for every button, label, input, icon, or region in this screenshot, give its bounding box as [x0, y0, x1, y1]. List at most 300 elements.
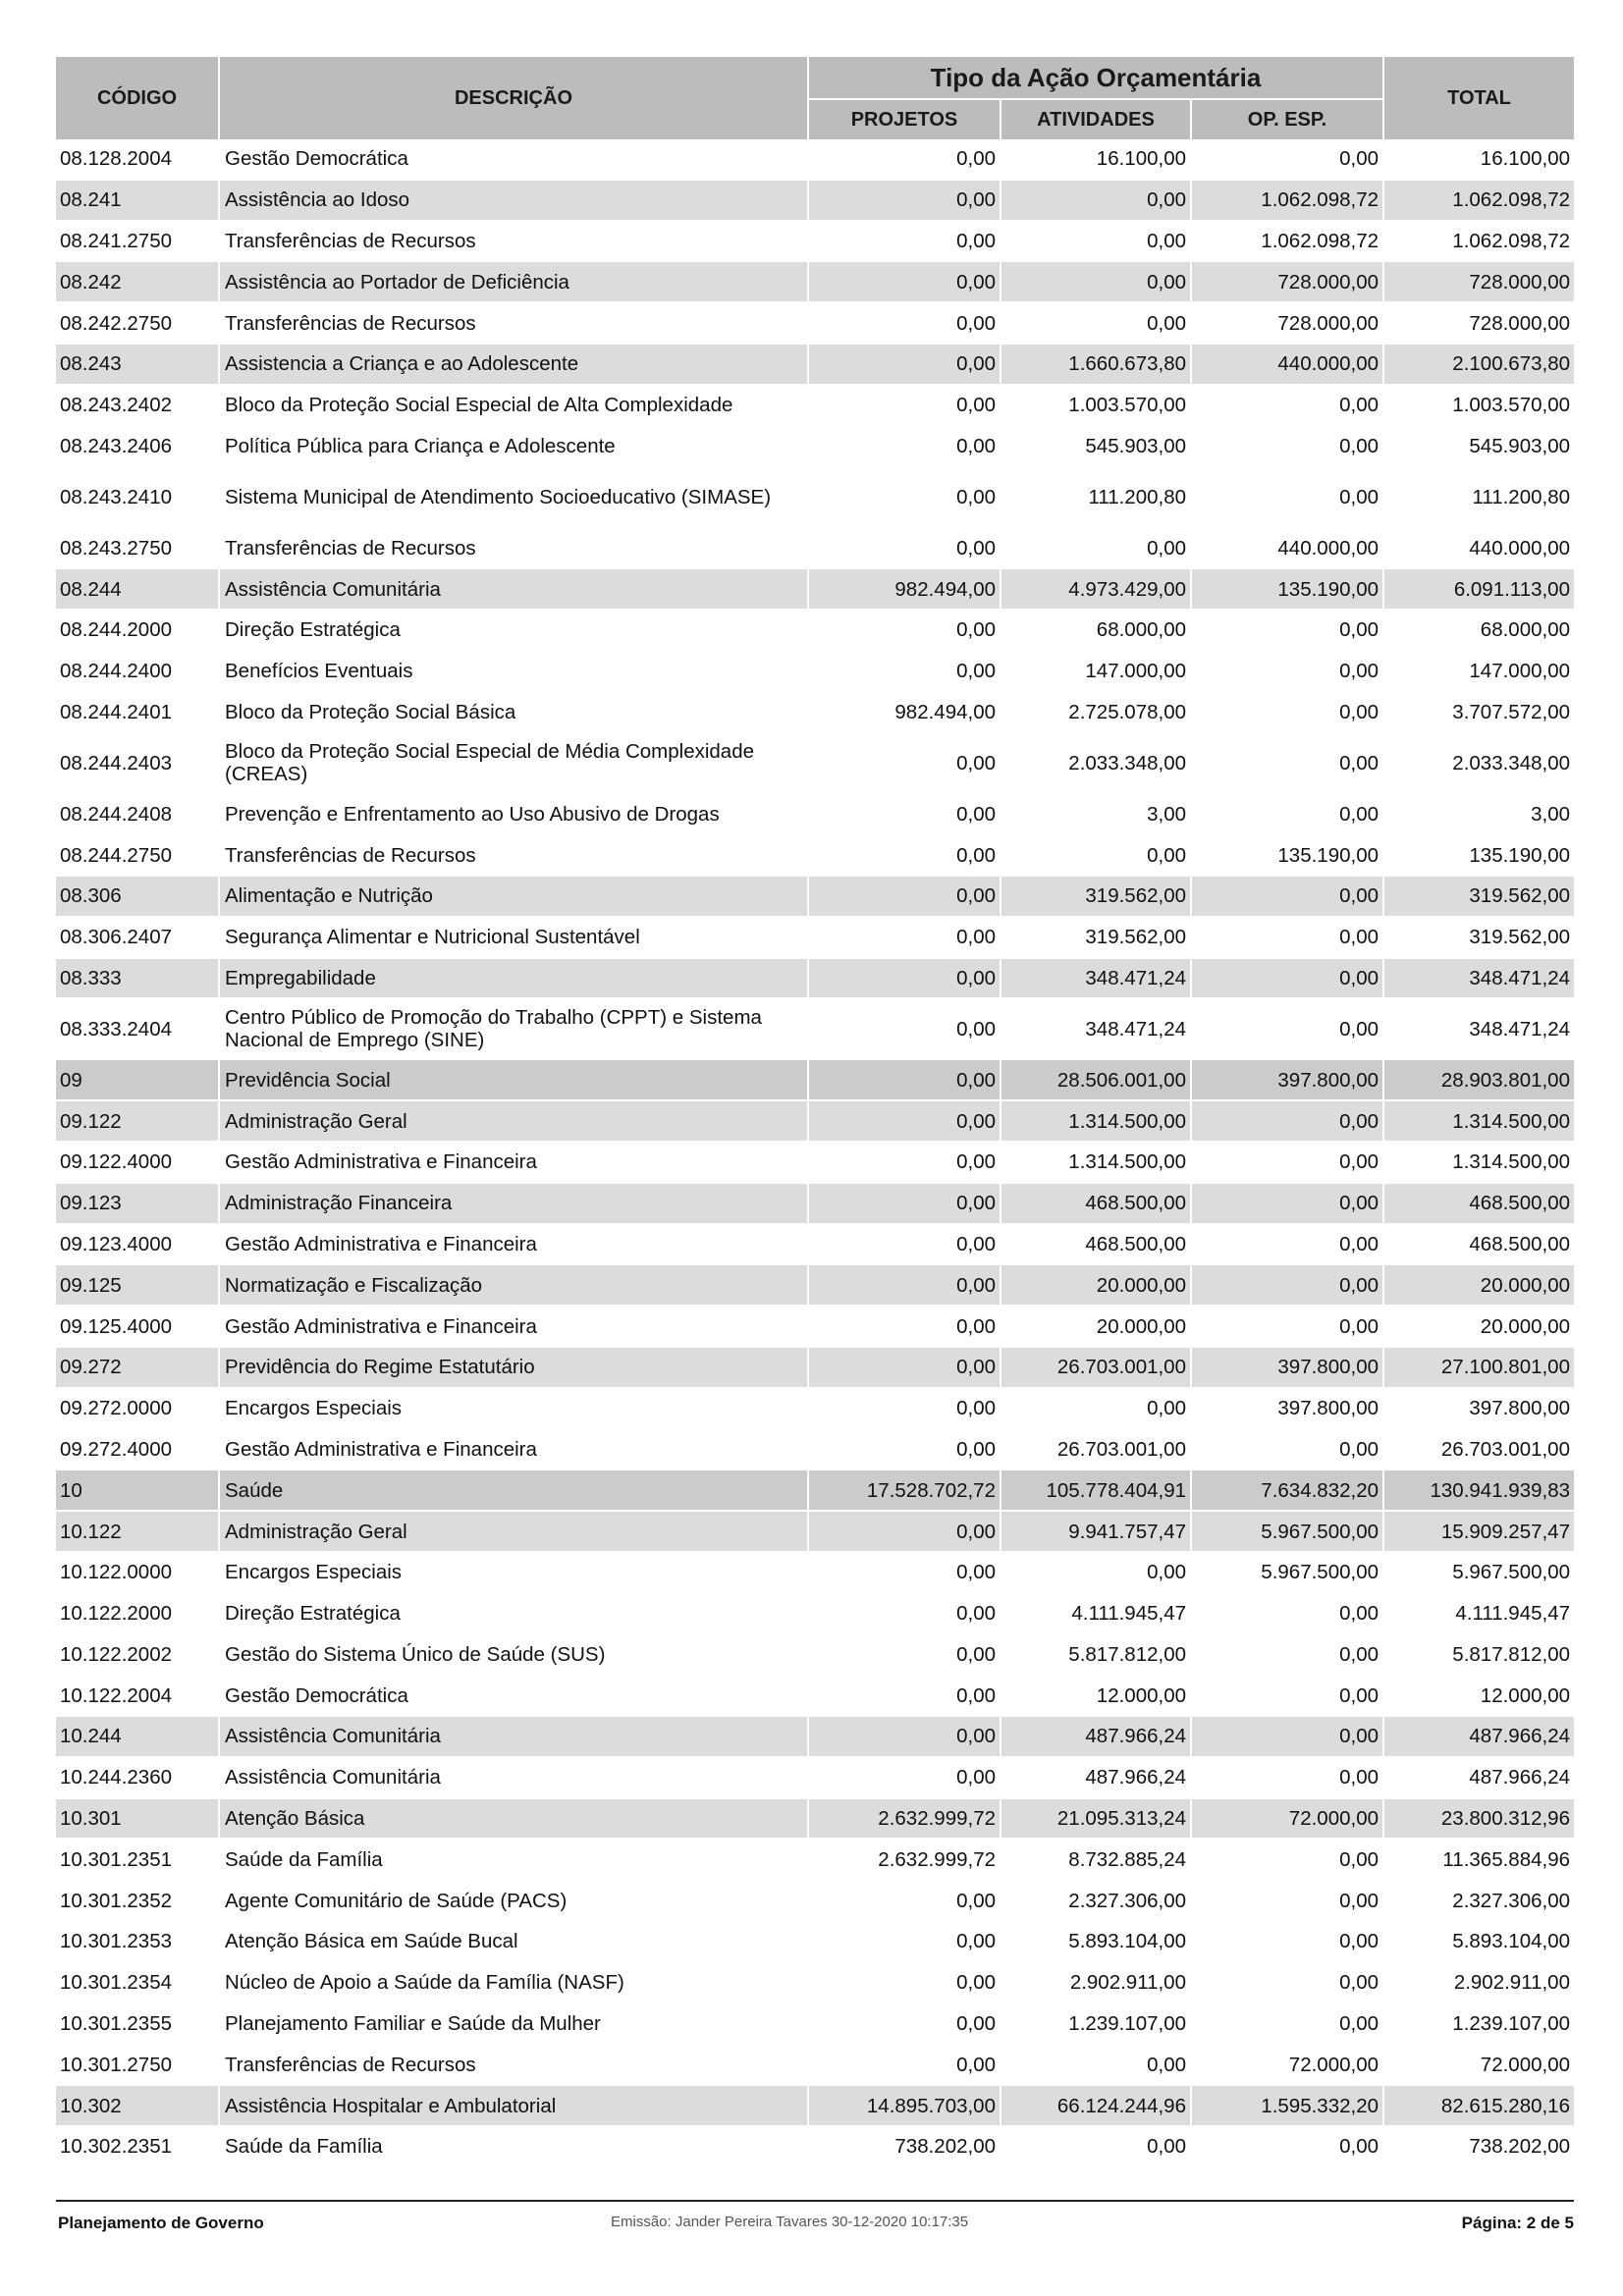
- table-row: [56, 2004, 1574, 2046]
- cell-codigo: 08.244.2000: [56, 611, 218, 652]
- cell-total: 1.314.500,00: [1384, 1101, 1574, 1143]
- table-row: [56, 1594, 1574, 1635]
- cell-descricao: Gestão Democrática: [220, 139, 807, 181]
- cell-atividades: 1.314.500,00: [1001, 1143, 1190, 1184]
- cell-total: 15.909.257,47: [1384, 1512, 1574, 1553]
- cell-codigo: 09.122.4000: [56, 1143, 218, 1184]
- table-row: [56, 1676, 1574, 1717]
- cell-descricao: Assistência Hospitalar e Ambulatorial: [220, 2086, 807, 2127]
- cell-codigo: 10.302.2351: [56, 2127, 218, 2168]
- cell-codigo: 09.123: [56, 1184, 218, 1225]
- table-row: [56, 1389, 1574, 1430]
- cell-op-esp: 0,00: [1192, 1881, 1382, 1922]
- cell-op-esp: 0,00: [1192, 1635, 1382, 1677]
- table-row: [56, 1635, 1574, 1677]
- cell-total: 72.000,00: [1384, 2045, 1574, 2086]
- table-row: [56, 303, 1574, 345]
- cell-atividades: 2.725.078,00: [1001, 693, 1190, 734]
- cell-descricao: Transferências de Recursos: [220, 2045, 807, 2086]
- table-row: [56, 181, 1574, 222]
- cell-projetos: 0,00: [809, 222, 1000, 263]
- table-row: [56, 1963, 1574, 2004]
- header-atividades: ATIVIDADES: [1001, 100, 1190, 139]
- cell-descricao: Gestão Democrática: [220, 1676, 807, 1717]
- cell-atividades: 0,00: [1001, 528, 1190, 569]
- cell-descricao: Saúde da Família: [220, 2127, 807, 2168]
- cell-atividades: 20.000,00: [1001, 1265, 1190, 1307]
- cell-codigo: 10.302: [56, 2086, 218, 2127]
- cell-op-esp: 0,00: [1192, 959, 1382, 1000]
- cell-projetos: 0,00: [809, 999, 1000, 1060]
- cell-descricao: Assistência Comunitária: [220, 1758, 807, 1799]
- cell-descricao: Normatização e Fiscalização: [220, 1265, 807, 1307]
- cell-atividades: 0,00: [1001, 835, 1190, 877]
- cell-descricao: Segurança Alimentar e Nutricional Sustentável: [220, 918, 807, 959]
- cell-total: 28.903.801,00: [1384, 1060, 1574, 1101]
- cell-codigo: 10.301.2355: [56, 2004, 218, 2046]
- cell-atividades: 8.732.885,24: [1001, 1840, 1190, 1881]
- cell-descricao: Assistencia a Criança e ao Adolescente: [220, 345, 807, 386]
- cell-projetos: 0,00: [809, 1758, 1000, 1799]
- table-row: [56, 652, 1574, 693]
- cell-total: 12.000,00: [1384, 1676, 1574, 1717]
- cell-total: 6.091.113,00: [1384, 569, 1574, 611]
- cell-codigo: 08.244.2750: [56, 835, 218, 877]
- cell-atividades: 348.471,24: [1001, 959, 1190, 1000]
- cell-op-esp: 0,00: [1192, 1963, 1382, 2004]
- cell-atividades: 68.000,00: [1001, 611, 1190, 652]
- cell-descricao: Prevenção e Enfrentamento ao Uso Abusivo de Drogas: [220, 794, 807, 835]
- cell-projetos: 0,00: [809, 835, 1000, 877]
- cell-total: 23.800.312,96: [1384, 1799, 1574, 1841]
- cell-projetos: 0,00: [809, 1553, 1000, 1594]
- cell-codigo: 08.128.2004: [56, 139, 218, 181]
- cell-codigo: 10.244.2360: [56, 1758, 218, 1799]
- cell-total: 468.500,00: [1384, 1184, 1574, 1225]
- cell-atividades: 487.966,24: [1001, 1758, 1190, 1799]
- table-row: [56, 835, 1574, 877]
- cell-descricao: Administração Geral: [220, 1512, 807, 1553]
- cell-projetos: 0,00: [809, 959, 1000, 1000]
- cell-projetos: 0,00: [809, 794, 1000, 835]
- cell-atividades: 2.033.348,00: [1001, 733, 1190, 794]
- cell-codigo: 08.333: [56, 959, 218, 1000]
- cell-projetos: 0,00: [809, 1430, 1000, 1471]
- cell-codigo: 10.122: [56, 1512, 218, 1553]
- cell-op-esp: 397.800,00: [1192, 1389, 1382, 1430]
- cell-codigo: 10.301.2352: [56, 1881, 218, 1922]
- cell-atividades: 4.111.945,47: [1001, 1594, 1190, 1635]
- cell-op-esp: 5.967.500,00: [1192, 1553, 1382, 1594]
- cell-total: 2.902.911,00: [1384, 1963, 1574, 2004]
- cell-codigo: 08.242.2750: [56, 303, 218, 345]
- cell-op-esp: 1.595.332,20: [1192, 2086, 1382, 2127]
- cell-op-esp: 0,00: [1192, 1430, 1382, 1471]
- header-group-title: Tipo da Ação Orçamentária: [809, 57, 1382, 98]
- cell-total: 26.703.001,00: [1384, 1430, 1574, 1471]
- cell-op-esp: 0,00: [1192, 733, 1382, 794]
- cell-atividades: 147.000,00: [1001, 652, 1190, 693]
- cell-projetos: 0,00: [809, 2004, 1000, 2046]
- cell-total: 3,00: [1384, 794, 1574, 835]
- cell-projetos: 0,00: [809, 1101, 1000, 1143]
- cell-total: 728.000,00: [1384, 262, 1574, 303]
- cell-op-esp: 0,00: [1192, 386, 1382, 427]
- cell-op-esp: 0,00: [1192, 693, 1382, 734]
- cell-codigo: 08.244.2400: [56, 652, 218, 693]
- cell-atividades: 468.500,00: [1001, 1225, 1190, 1266]
- table-row: [56, 1553, 1574, 1594]
- cell-total: 20.000,00: [1384, 1307, 1574, 1348]
- cell-atividades: 16.100,00: [1001, 139, 1190, 181]
- table-row: [56, 1225, 1574, 1266]
- cell-total: 545.903,00: [1384, 427, 1574, 468]
- cell-atividades: 468.500,00: [1001, 1184, 1190, 1225]
- cell-projetos: 0,00: [809, 386, 1000, 427]
- cell-projetos: 982.494,00: [809, 569, 1000, 611]
- cell-atividades: 26.703.001,00: [1001, 1430, 1190, 1471]
- cell-total: 1.062.098,72: [1384, 181, 1574, 222]
- cell-atividades: 66.124.244,96: [1001, 2086, 1190, 2127]
- table-row: [56, 262, 1574, 303]
- table-row: [56, 794, 1574, 835]
- cell-op-esp: 0,00: [1192, 1143, 1382, 1184]
- cell-op-esp: 728.000,00: [1192, 262, 1382, 303]
- cell-total: 2.033.348,00: [1384, 733, 1574, 794]
- cell-total: 2.100.673,80: [1384, 345, 1574, 386]
- cell-total: 397.800,00: [1384, 1389, 1574, 1430]
- cell-codigo: 08.243.2410: [56, 467, 218, 528]
- cell-atividades: 5.893.104,00: [1001, 1922, 1190, 1963]
- cell-projetos: 0,00: [809, 1635, 1000, 1677]
- cell-total: 82.615.280,16: [1384, 2086, 1574, 2127]
- cell-projetos: 0,00: [809, 345, 1000, 386]
- cell-op-esp: 0,00: [1192, 1101, 1382, 1143]
- cell-atividades: 3,00: [1001, 794, 1190, 835]
- cell-descricao: Encargos Especiais: [220, 1389, 807, 1430]
- cell-total: 319.562,00: [1384, 918, 1574, 959]
- cell-codigo: 08.306: [56, 877, 218, 918]
- cell-codigo: 08.244.2401: [56, 693, 218, 734]
- cell-total: 319.562,00: [1384, 877, 1574, 918]
- cell-codigo: 10.301: [56, 1799, 218, 1841]
- cell-codigo: 08.241: [56, 181, 218, 222]
- table-row: [56, 2127, 1574, 2168]
- table-row: [56, 2086, 1574, 2127]
- cell-projetos: 0,00: [809, 1676, 1000, 1717]
- cell-op-esp: 72.000,00: [1192, 2045, 1382, 2086]
- table-row: [56, 427, 1574, 468]
- cell-op-esp: 397.800,00: [1192, 1060, 1382, 1101]
- table-row: [56, 1307, 1574, 1348]
- cell-total: 487.966,24: [1384, 1758, 1574, 1799]
- cell-descricao: Gestão Administrativa e Financeira: [220, 1307, 807, 1348]
- cell-atividades: 545.903,00: [1001, 427, 1190, 468]
- cell-codigo: 09.272: [56, 1348, 218, 1389]
- cell-codigo: 09.122: [56, 1101, 218, 1143]
- cell-projetos: 0,00: [809, 1512, 1000, 1553]
- cell-atividades: 28.506.001,00: [1001, 1060, 1190, 1101]
- cell-codigo: 08.241.2750: [56, 222, 218, 263]
- cell-projetos: 0,00: [809, 1922, 1000, 1963]
- cell-atividades: 2.327.306,00: [1001, 1881, 1190, 1922]
- cell-projetos: 0,00: [809, 733, 1000, 794]
- cell-atividades: 0,00: [1001, 262, 1190, 303]
- cell-projetos: 0,00: [809, 1143, 1000, 1184]
- table-body: [56, 139, 1574, 2168]
- cell-op-esp: 0,00: [1192, 918, 1382, 959]
- cell-total: 1.314.500,00: [1384, 1143, 1574, 1184]
- cell-codigo: 09.125: [56, 1265, 218, 1307]
- table-row: [56, 1470, 1574, 1512]
- table-row: [56, 1143, 1574, 1184]
- table-row: [56, 1060, 1574, 1101]
- cell-op-esp: 1.062.098,72: [1192, 181, 1382, 222]
- cell-descricao: Transferências de Recursos: [220, 528, 807, 569]
- cell-descricao: Saúde: [220, 1470, 807, 1512]
- table-header: [56, 57, 1574, 139]
- cell-total: 5.893.104,00: [1384, 1922, 1574, 1963]
- cell-total: 147.000,00: [1384, 652, 1574, 693]
- cell-total: 135.190,00: [1384, 835, 1574, 877]
- cell-atividades: 0,00: [1001, 1553, 1190, 1594]
- header-codigo: CÓDIGO: [56, 57, 218, 139]
- cell-descricao: Assistência ao Idoso: [220, 181, 807, 222]
- cell-atividades: 12.000,00: [1001, 1676, 1190, 1717]
- footer-divider: [56, 2200, 1574, 2202]
- table-row: [56, 959, 1574, 1000]
- cell-total: 2.327.306,00: [1384, 1881, 1574, 1922]
- cell-descricao: Sistema Municipal de Atendimento Socioeducativo (SIMASE): [220, 467, 807, 528]
- cell-codigo: 10.122.2004: [56, 1676, 218, 1717]
- table-row: [56, 1348, 1574, 1389]
- cell-op-esp: 5.967.500,00: [1192, 1512, 1382, 1553]
- cell-atividades: 21.095.313,24: [1001, 1799, 1190, 1841]
- cell-descricao: Bloco da Proteção Social Especial de Média Complexidade (CREAS): [220, 733, 807, 794]
- cell-op-esp: 135.190,00: [1192, 569, 1382, 611]
- cell-op-esp: 728.000,00: [1192, 303, 1382, 345]
- cell-atividades: 0,00: [1001, 2127, 1190, 2168]
- cell-codigo: 09: [56, 1060, 218, 1101]
- cell-projetos: 0,00: [809, 1717, 1000, 1758]
- cell-projetos: 0,00: [809, 2045, 1000, 2086]
- cell-projetos: 0,00: [809, 181, 1000, 222]
- cell-codigo: 09.272.4000: [56, 1430, 218, 1471]
- cell-projetos: 0,00: [809, 1184, 1000, 1225]
- cell-descricao: Alimentação e Nutrição: [220, 877, 807, 918]
- cell-descricao: Gestão Administrativa e Financeira: [220, 1143, 807, 1184]
- table-row: [56, 1922, 1574, 1963]
- cell-atividades: 1.660.673,80: [1001, 345, 1190, 386]
- cell-descricao: Gestão Administrativa e Financeira: [220, 1430, 807, 1471]
- table-row: [56, 693, 1574, 734]
- cell-total: 487.966,24: [1384, 1717, 1574, 1758]
- table-row: [56, 569, 1574, 611]
- cell-atividades: 0,00: [1001, 181, 1190, 222]
- budget-table: [56, 57, 1574, 2168]
- cell-op-esp: 0,00: [1192, 1225, 1382, 1266]
- cell-codigo: 10.301.2353: [56, 1922, 218, 1963]
- cell-total: 4.111.945,47: [1384, 1594, 1574, 1635]
- cell-atividades: 348.471,24: [1001, 999, 1190, 1060]
- cell-total: 27.100.801,00: [1384, 1348, 1574, 1389]
- cell-descricao: Benefícios Eventuais: [220, 652, 807, 693]
- table-row: [56, 1758, 1574, 1799]
- cell-descricao: Previdência Social: [220, 1060, 807, 1101]
- footer-emission-info: Emissão: Jander Pereira Tavares 30-12-2020 10:17:35: [611, 2214, 969, 2230]
- cell-op-esp: 440.000,00: [1192, 345, 1382, 386]
- cell-descricao: Transferências de Recursos: [220, 222, 807, 263]
- table-row: [56, 1840, 1574, 1881]
- cell-projetos: 2.632.999,72: [809, 1799, 1000, 1841]
- table-row: [56, 1799, 1574, 1841]
- cell-op-esp: 397.800,00: [1192, 1348, 1382, 1389]
- cell-atividades: 1.239.107,00: [1001, 2004, 1190, 2046]
- cell-total: 440.000,00: [1384, 528, 1574, 569]
- cell-descricao: Gestão Administrativa e Financeira: [220, 1225, 807, 1266]
- cell-op-esp: 1.062.098,72: [1192, 222, 1382, 263]
- cell-op-esp: 0,00: [1192, 1758, 1382, 1799]
- cell-atividades: 4.973.429,00: [1001, 569, 1190, 611]
- cell-codigo: 10.122.0000: [56, 1553, 218, 1594]
- cell-total: 348.471,24: [1384, 999, 1574, 1060]
- header-descricao: DESCRIÇÃO: [220, 57, 807, 139]
- table-row: [56, 999, 1574, 1060]
- cell-codigo: 08.244.2408: [56, 794, 218, 835]
- cell-total: 20.000,00: [1384, 1265, 1574, 1307]
- cell-total: 130.941.939,83: [1384, 1470, 1574, 1512]
- cell-op-esp: 0,00: [1192, 877, 1382, 918]
- cell-codigo: 08.243.2406: [56, 427, 218, 468]
- cell-projetos: 0,00: [809, 1881, 1000, 1922]
- cell-total: 738.202,00: [1384, 2127, 1574, 2168]
- table-row: [56, 345, 1574, 386]
- table-row: [56, 1430, 1574, 1471]
- cell-atividades: 105.778.404,91: [1001, 1470, 1190, 1512]
- cell-projetos: 0,00: [809, 528, 1000, 569]
- footer-department: Planejamento de Governo: [58, 2214, 264, 2232]
- cell-descricao: Empregabilidade: [220, 959, 807, 1000]
- table-row: [56, 611, 1574, 652]
- table-row: [56, 1512, 1574, 1553]
- cell-projetos: 0,00: [809, 262, 1000, 303]
- cell-projetos: 0,00: [809, 652, 1000, 693]
- cell-projetos: 0,00: [809, 611, 1000, 652]
- cell-atividades: 1.003.570,00: [1001, 386, 1190, 427]
- cell-descricao: Direção Estratégica: [220, 1594, 807, 1635]
- cell-total: 111.200,80: [1384, 467, 1574, 528]
- cell-descricao: Bloco da Proteção Social Básica: [220, 693, 807, 734]
- table-row: [56, 1184, 1574, 1225]
- cell-atividades: 0,00: [1001, 1389, 1190, 1430]
- cell-codigo: 10.122.2002: [56, 1635, 218, 1677]
- cell-op-esp: 0,00: [1192, 1840, 1382, 1881]
- cell-atividades: 0,00: [1001, 222, 1190, 263]
- cell-projetos: 0,00: [809, 1348, 1000, 1389]
- cell-projetos: 0,00: [809, 918, 1000, 959]
- table-row: [56, 1717, 1574, 1758]
- cell-total: 11.365.884,96: [1384, 1840, 1574, 1881]
- cell-op-esp: 0,00: [1192, 1594, 1382, 1635]
- cell-atividades: 9.941.757,47: [1001, 1512, 1190, 1553]
- cell-descricao: Centro Público de Promoção do Trabalho (CPPT) e Sistema Nacional de Emprego (SINE): [220, 999, 807, 1060]
- cell-atividades: 0,00: [1001, 303, 1190, 345]
- cell-total: 1.062.098,72: [1384, 222, 1574, 263]
- cell-total: 1.239.107,00: [1384, 2004, 1574, 2046]
- table-row: [56, 1881, 1574, 1922]
- cell-descricao: Política Pública para Criança e Adolescente: [220, 427, 807, 468]
- cell-op-esp: 0,00: [1192, 467, 1382, 528]
- cell-codigo: 10: [56, 1470, 218, 1512]
- header-total: TOTAL: [1384, 57, 1574, 139]
- cell-op-esp: 0,00: [1192, 999, 1382, 1060]
- table-row: [56, 733, 1574, 794]
- cell-codigo: 08.243.2750: [56, 528, 218, 569]
- cell-descricao: Agente Comunitário de Saúde (PACS): [220, 1881, 807, 1922]
- table-row: [56, 467, 1574, 528]
- cell-atividades: 319.562,00: [1001, 918, 1190, 959]
- cell-codigo: 10.301.2354: [56, 1963, 218, 2004]
- cell-op-esp: 72.000,00: [1192, 1799, 1382, 1841]
- cell-descricao: Assistência Comunitária: [220, 1717, 807, 1758]
- cell-op-esp: 0,00: [1192, 1676, 1382, 1717]
- table-row: [56, 528, 1574, 569]
- cell-op-esp: 0,00: [1192, 794, 1382, 835]
- cell-projetos: 14.895.703,00: [809, 2086, 1000, 2127]
- cell-projetos: 0,00: [809, 1389, 1000, 1430]
- cell-op-esp: 0,00: [1192, 1184, 1382, 1225]
- cell-atividades: 5.817.812,00: [1001, 1635, 1190, 1677]
- cell-projetos: 0,00: [809, 1963, 1000, 2004]
- cell-op-esp: 0,00: [1192, 139, 1382, 181]
- cell-total: 348.471,24: [1384, 959, 1574, 1000]
- cell-descricao: Administração Geral: [220, 1101, 807, 1143]
- cell-projetos: 0,00: [809, 467, 1000, 528]
- cell-descricao: Direção Estratégica: [220, 611, 807, 652]
- cell-descricao: Planejamento Familiar e Saúde da Mulher: [220, 2004, 807, 2046]
- cell-atividades: 1.314.500,00: [1001, 1101, 1190, 1143]
- cell-atividades: 26.703.001,00: [1001, 1348, 1190, 1389]
- table-row: [56, 918, 1574, 959]
- cell-op-esp: 7.634.832,20: [1192, 1470, 1382, 1512]
- cell-codigo: 10.301.2351: [56, 1840, 218, 1881]
- cell-descricao: Núcleo de Apoio a Saúde da Família (NASF): [220, 1963, 807, 2004]
- cell-descricao: Bloco da Proteção Social Especial de Alta Complexidade: [220, 386, 807, 427]
- table-row: [56, 877, 1574, 918]
- cell-descricao: Transferências de Recursos: [220, 835, 807, 877]
- cell-codigo: 08.333.2404: [56, 999, 218, 1060]
- cell-total: 5.817.812,00: [1384, 1635, 1574, 1677]
- cell-op-esp: 0,00: [1192, 652, 1382, 693]
- cell-op-esp: 0,00: [1192, 1922, 1382, 1963]
- page-footer: [56, 2214, 1574, 2237]
- cell-projetos: 982.494,00: [809, 693, 1000, 734]
- cell-descricao: Atenção Básica em Saúde Bucal: [220, 1922, 807, 1963]
- cell-total: 728.000,00: [1384, 303, 1574, 345]
- cell-atividades: 2.902.911,00: [1001, 1963, 1190, 2004]
- footer-page-number: Página: 2 de 5: [1461, 2214, 1574, 2232]
- cell-projetos: 0,00: [809, 1225, 1000, 1266]
- cell-codigo: 08.244.2403: [56, 733, 218, 794]
- cell-codigo: 08.242: [56, 262, 218, 303]
- cell-codigo: 09.125.4000: [56, 1307, 218, 1348]
- cell-projetos: 0,00: [809, 427, 1000, 468]
- cell-projetos: 0,00: [809, 139, 1000, 181]
- cell-projetos: 0,00: [809, 877, 1000, 918]
- cell-projetos: 2.632.999,72: [809, 1840, 1000, 1881]
- table-row: [56, 1265, 1574, 1307]
- cell-descricao: Gestão do Sistema Único de Saúde (SUS): [220, 1635, 807, 1677]
